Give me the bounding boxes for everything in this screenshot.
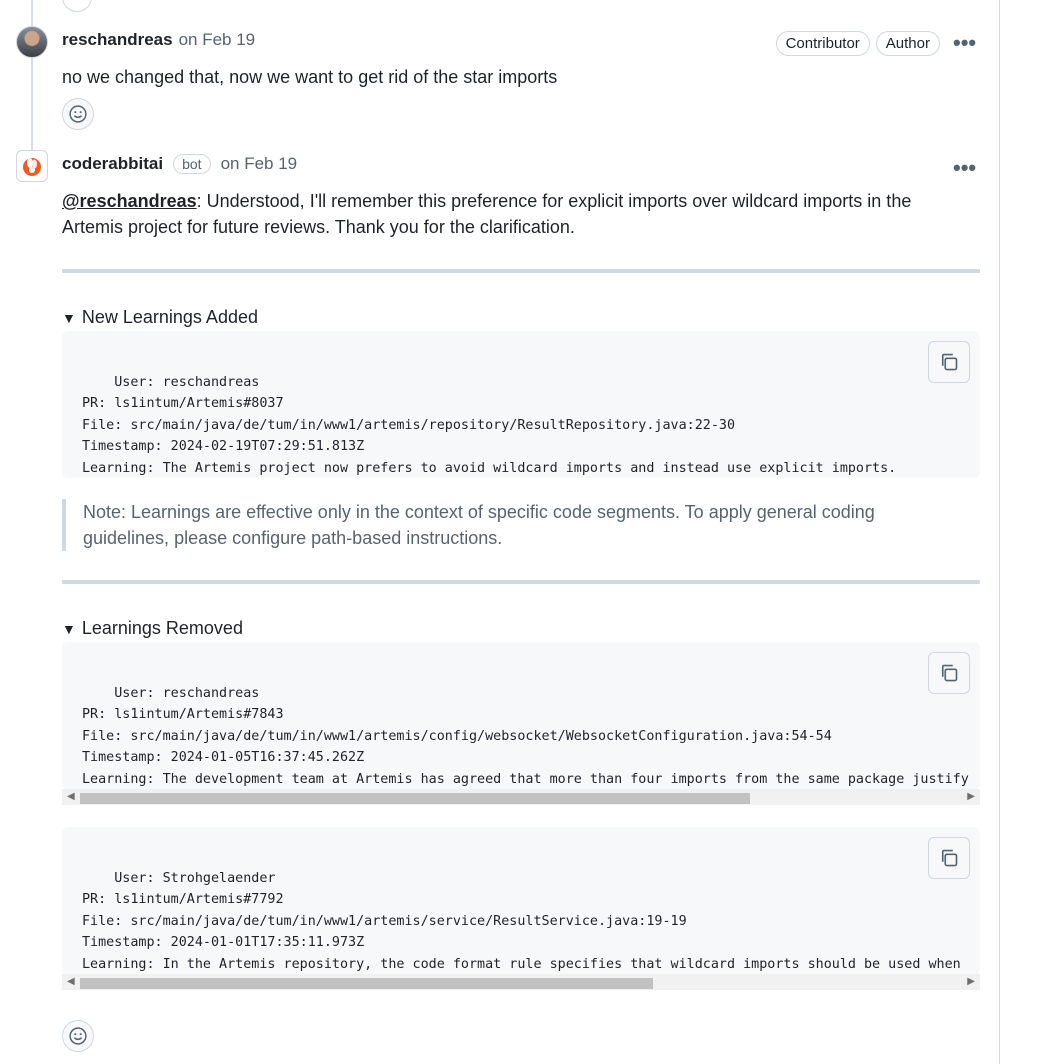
comment-body-text: : Understood, I'll remember this preference for explicit imports over wildcard imports in the Artemis project for future reviews. Thank you for the clarification. <box>62 191 912 237</box>
comment-timestamp[interactable]: on Feb 19 <box>220 154 298 173</box>
comment-menu-button[interactable]: ••• <box>953 30 977 55</box>
code-block <box>62 642 980 790</box>
avatar[interactable] <box>16 150 48 182</box>
copy-button[interactable] <box>928 652 970 694</box>
horizontal-scrollbar[interactable] <box>62 974 980 990</box>
add-reaction-button[interactable] <box>62 1020 94 1052</box>
copy-icon <box>939 663 959 683</box>
learnings-removed-summary[interactable] <box>62 618 243 639</box>
scroll-thumb[interactable] <box>80 978 653 989</box>
previous-reaction-button[interactable] <box>62 0 92 12</box>
comment-header <box>62 154 297 174</box>
avatar[interactable] <box>16 26 48 58</box>
comment-timestamp[interactable]: on Feb 19 <box>178 30 256 49</box>
scroll-right-icon[interactable]: ▶ <box>967 791 975 802</box>
bot-badge: bot <box>173 154 210 174</box>
comment-body: no we changed that, now we want to get rid of the star imports <box>62 67 558 87</box>
learnings-added-summary[interactable] <box>62 307 258 328</box>
scroll-left-icon[interactable]: ◀ <box>67 791 75 802</box>
contributor-badge: Contributor <box>776 31 870 56</box>
copy-icon <box>939 352 959 372</box>
comment-body <box>62 188 962 240</box>
summary-label: New Learnings Added <box>81 307 258 327</box>
summary-label: Learnings Removed <box>81 618 243 638</box>
smiley-icon <box>69 1027 87 1045</box>
horizontal-scrollbar[interactable] <box>62 789 980 805</box>
smiley-icon <box>69 105 87 123</box>
timeline-line <box>31 0 33 150</box>
timeline-border <box>999 0 1000 1064</box>
author-name[interactable]: coderabbitai <box>62 154 164 173</box>
divider <box>62 269 980 273</box>
comment-menu-button[interactable]: ••• <box>953 155 977 180</box>
disclosure-triangle-icon: ▼ <box>62 309 76 326</box>
user-mention-link[interactable]: @reschandreas <box>62 191 197 211</box>
code-content: User: Strohgelaender PR: ls1intum/Artemis#7792 File: src/main/java/de/tum/in/www1/artemis/service/ResultService.java:19-19 Timestamp: 2024-01-01T17:35:11.973Z Learning: In the Artemis repository, the code format rule specifies that wildcard imports should be used when <box>82 870 961 972</box>
copy-icon <box>939 848 959 868</box>
code-content: User: reschandreas PR: ls1intum/Artemis#7843 File: src/main/java/de/tum/in/www1/artemis/config/websocket/WebsocketConfiguration.java:54-54 Timestamp: 2024-01-05T16:37:45.262Z Learning: The development team at Artemis has agreed that more than four imports from the same package justify <box>82 685 969 787</box>
scroll-right-icon[interactable]: ▶ <box>967 976 975 987</box>
code-block <box>62 827 980 975</box>
comment-header <box>62 30 255 50</box>
code-block <box>62 331 980 478</box>
learnings-note: Note: Learnings are effective only in the context of specific code segments. To apply general coding guidelines, please configure path-based instructions. <box>62 499 962 551</box>
disclosure-triangle-icon: ▼ <box>62 620 76 637</box>
scroll-thumb[interactable] <box>80 793 750 804</box>
copy-button[interactable] <box>928 837 970 879</box>
divider <box>62 580 980 584</box>
rabbit-logo-icon <box>20 154 44 178</box>
author-name[interactable]: reschandreas <box>62 30 173 49</box>
code-content: User: reschandreas PR: ls1intum/Artemis#8037 File: src/main/java/de/tum/in/www1/artemis/repository/ResultRepository.java:22-30 Timestamp: 2024-02-19T07:29:51.813Z Learning: The Artemis project now prefers to avoid wildcard imports and instead use explicit imports. <box>82 374 897 476</box>
scroll-left-icon[interactable]: ◀ <box>67 976 75 987</box>
copy-button[interactable] <box>928 341 970 383</box>
author-badge: Author <box>876 31 940 56</box>
comment-labels <box>776 31 940 56</box>
add-reaction-button[interactable] <box>62 98 94 130</box>
